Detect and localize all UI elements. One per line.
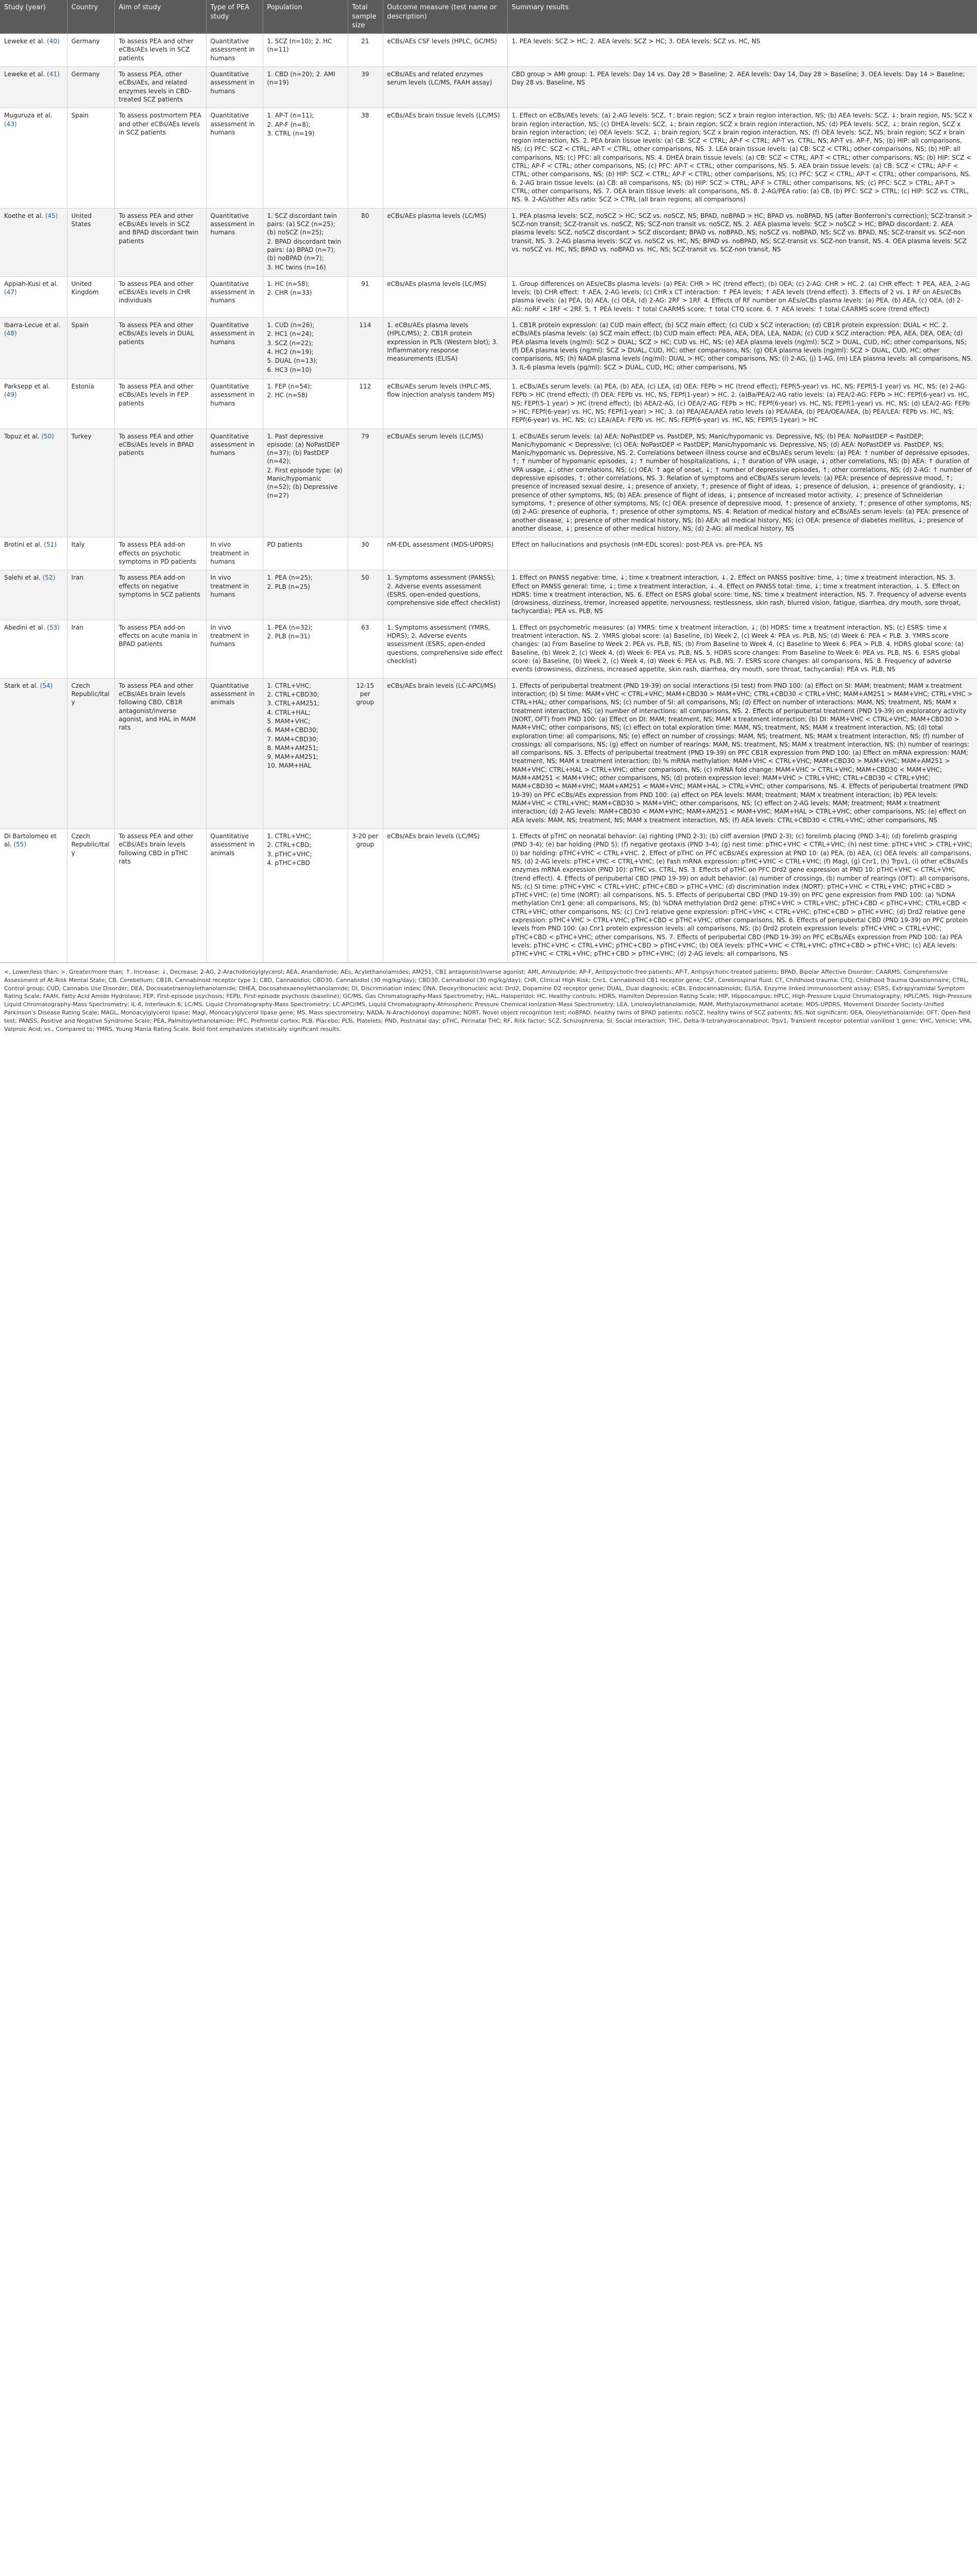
- population-group: 2. HC (n=58): [267, 392, 308, 399]
- cell-population: [263, 276, 348, 317]
- study-reference-link[interactable]: (51): [44, 541, 57, 549]
- header-country: Country: [67, 0, 114, 34]
- cell-summary: 1. Effects of pTHC on neonatal behavior: (a) righting (PND 2-3); (b) cliff aversion (PND 2-3); (c) forelimb placing (PND 3-4); (d) forelimb grasping (PND 3-4); (e) bar holding (PND 5); (f) negative geotaxis (PND 3-4); (g) nest time: pTHC+VHC < CTRL+VHC; (h) nest time: pTHC+VHC > CTRL+VHC; (i) bar holding: pTHC+VHC < CTRL+VHC. 2. Effect of pTHC on PFC eCBs/AEs expression at PND 10: (a) PEA, (b) AEA, (c) OEA levels: all comparisons, NS; (d) 2-AG levels: pTHC+VHC < CTRL+VHC; (e) Fash mRNA expression: pTHC+VHC < CTRL+VHC; (f) Magl, (g) Cnr1, (h) Trpv1, (i) other eCBs/AEs enzymes mRNA expression (PND 10): pTHC vs. CTRL, NS. 3. Effects of pTHC on PFC Drd2 gene expression at PND 10: pTHC+VHC < CTRL+VHC (trend effect). 4. Effects of peripubertal CBD (PND 19-39) on adult behavior: (a) number of crossings, (b) number of rearings (OFT): all comparisons, NS; (c) SI time: pTHC+VHC < CTRL+VHC; pTHC+CBD > pTHC+VHC; (d) discrimination index (NORT): pTHC+VHC < CTRL+VHC; pTHC+CBD > pTHC+VHC; (e) time (NORT): all comparisons, NS. 5. Effects of peripubertal CBD (PND 19-39) on PFC gene expression from PND 100: (a) %DNA methylation Cnr1 gene: all comparisons, NS; (b) %DNA methylation Drd2 gene: pTHC+VHC > CTRL+VHC; pTHC+CBD < pTHC+VHC; CTRL+CBD < CTRL+VHC; other comparisons, NS; (c) Cnr1 relative gene expression: pTHC+VHC < CTRL+VHC; pTHC+CBD > pTHC+VHC; (d) Drd2 relative gene expression: pTHC+VHC > CTRL+VHC; pTHC+CBD < pTHC+VHC; other comparisons, NS. 6. Effects of peripubertal CBD (PND 19-39) on PFC protein levels from PND 100: (a) Cnr1 protein expression levels: all comparisons, NS; (b) Drd2 protein expression levels: pTHC+VHC > CTRL+VHC; pTHC+CBD < pTHC+VHC; other comparisons, NS. 7. Effects of peripubertal CBD (PND 19-39) on PFC eCBs/AEs expression from PND 100: (a) PEA levels: pTHC+VHC < CTRL+VHC; pTHC+CBD > pTHC+VHC; (b) OEA levels: pTHC+VHC < CTRL+VHC; pTHC+CBD > pTHC+VHC; (c) AEA levels: pTHC+VHC < CTRL+VHC; pTHC+CBD > pTHC+VHC; (d) 2-AG levels: all comparisons, NS: [507, 828, 977, 962]
- study-name: Salehi et al.: [4, 574, 41, 582]
- cell-population: [263, 620, 348, 678]
- cell-study: [0, 208, 67, 276]
- cell-type: In vivo treatment in humans: [206, 570, 263, 620]
- study-name: Muguruza et al.: [4, 112, 53, 120]
- study-reference-link[interactable]: (45): [45, 212, 58, 219]
- cell-study: [0, 570, 67, 620]
- cell-population: [263, 379, 348, 429]
- cell-aim: To assess PEA and other eCBs/AEs brain levels following CBD in pTHC rats: [114, 828, 206, 962]
- study-name: Topuz et al.: [4, 432, 40, 440]
- cell-sample-size: 80: [348, 208, 383, 276]
- cell-country: United States: [67, 208, 114, 276]
- cell-country: United Kingdom: [67, 276, 114, 317]
- cell-outcome: eCBs/AEs plasma levels (LC/MS): [383, 276, 507, 317]
- cell-type: In vivo treatment in humans: [206, 620, 263, 678]
- studies-table: [0, 0, 977, 1039]
- cell-aim: To assess PEA and other eCBs/AEs levels in BPAD patients: [114, 429, 206, 537]
- cell-country: Czech Republic/Italy: [67, 828, 114, 962]
- population-group: 2. AP-F (n=8);: [267, 121, 311, 128]
- cell-outcome: eCBs/AEs serum levels (HPLC-MS, flow injection analysis tandem MS): [383, 379, 507, 429]
- cell-summary: 1. eCBs/AEs serum levels: (a) PEA, (b) AEA, (c) LEA, (d) OEA: FEPb > HC (trend effect); FEPf(5-year) vs. HC, NS; FEPf(5-1 year) vs. HC, NS; (e) 2-AG: FEPb > HC (trend effect); (f) DEA: FEPb vs. HC, NS; FEPf(1-year) > HC. 2. (a)Ba/PEA/2-AG ratio levels: (a) PEA/2-AG: FEPb > HC; FEPf(6-year) vs. HC, NS; FEPf(5-1 year) > HC (trend effect); (b) AEA/2-AG, (c) OEA/2-AG: FEPb > HC; FEPf(6-year) vs. HC, NS; FEPf(1-year) vs. HC, NS; (d) LEA/2-AG: FEPb > HC; FEPf(6-year) vs. HC, NS; FEPf(1-year) > HC; 3. (a) PEA/AEA/AEA ratio levels (a) PEA/AEA, (b) PEA/OEA/AEA, (b) PEA/LEA: FEPb vs. HC, NS; FEPf(6-year) vs. HC, NS; (c) LEA/AEA: FEPb vs. HC, NS; FEPf(6-year) vs. HC, NS; FEPf(5-1year) > HC: [507, 379, 977, 429]
- cell-type: Quantitative assessment in humans: [206, 318, 263, 379]
- cell-sample-size: 21: [348, 34, 383, 67]
- study-reference-link[interactable]: (47): [4, 289, 17, 296]
- header-summary: Summary results: [507, 0, 977, 34]
- cell-type: Quantitative assessment in humans: [206, 429, 263, 537]
- cell-summary: 1. Effect on PANSS negative: time, ↓; time x treatment interaction, ↓. 2. Effect on PANSS positive: time, ↓; time x treatment interaction, NS. 3. Effect on PANSS general: time, ↓; time x treatment interaction, ↓. 4. Effect on PANSS total: time, ↓; time x treatment interaction, ↓. 5. Effect on HDRS: time x treatment interaction, NS. 6. Effect on ESRS global score: time, NS; time x treatment interaction, NS. 7. Frequency of adverse events (drowsiness, dizziness, tremor, increased appetite, nervousness, restlessness, skin rash, blurred vision, fatigue, diarrhea, dry mouth, sore throat, tachycardia): PEA vs. PLB, NS: [507, 570, 977, 620]
- population-group: 3. CTRL (n=19): [267, 129, 315, 137]
- study-name: Di Bartolomeo et al.: [4, 832, 57, 849]
- population-group: 4. pTHC+CBD: [267, 859, 311, 867]
- population-group: 8. MAM+AM251;: [267, 744, 319, 752]
- cell-country: Iran: [67, 570, 114, 620]
- population-group: 9. MAM+AM251;: [267, 753, 319, 761]
- cell-summary: 1. CB1R protein expression: (a) CUD main effect; (b) SCZ main effect; (c) CUD x SCZ interaction; (d) CB1R protein expression: DUAL < HC. 2. eCBs/AEs plasma levels: (a) SCZ main effect; (b) CUD main effect: PEA, AEA, DEA, LEA, NADA; (c) CUD x SCZ interaction: PEA, AEA, DEA, OEA; (d) PEA plasma levels (ng/ml): SCZ > DUAL; SCZ > HC; CUD vs. HC, NS; (e) AEA plasma levels (ng/ml): SCZ > DUAL, CUD, HC; other comparisons, NS; (f) DEA plasma levels (ng/ml): SCZ > DUAL, CUD, HC; other comparisons, NS; (g) OEA plasma levels (ng/ml): SCZ > DUAL, CUD, HC; other comparisons, NS; (h) NADA plasma levels (ng/ml): DUAL > HC; other comparisons, NS; (i) 2-AG, (j) 1-AG, (m) LEA plasma levels: all comparisons, NS. 3. IL-6 plasma levels (pg/ml): SCZ > DUAL, CUD, HC; other comparisons, NS: [507, 318, 977, 379]
- study-name: Parksepp et al.: [4, 382, 50, 390]
- population-group: 1. AP-T (n=11);: [267, 112, 314, 120]
- cell-country: Iran: [67, 620, 114, 678]
- study-reference-link[interactable]: (48): [4, 330, 17, 337]
- header-outcome: Outcome measure (test name or description): [383, 0, 507, 34]
- cell-country: Germany: [67, 66, 114, 108]
- cell-population: [263, 66, 348, 108]
- study-reference-link[interactable]: (50): [41, 432, 54, 440]
- cell-type: Quantitative assessment in animals: [206, 678, 263, 828]
- population-group: 2. HC1 (n=24);: [267, 330, 314, 338]
- cell-sample-size: 12-15 per group: [348, 678, 383, 828]
- population-group: 6. MAM+CBD30;: [267, 726, 318, 734]
- cell-study: [0, 318, 67, 379]
- cell-summary: 1. PEA levels: SCZ > HC; 2. AEA levels: SCZ > HC; 3. OEA levels: SCZ vs. HC, NS: [507, 34, 977, 67]
- cell-study: [0, 108, 67, 208]
- cell-aim: To assess PEA and other eCBs/AEs levels in SCZ patients: [114, 34, 206, 67]
- cell-summary: 1. Effect on eCBs/AEs levels: (a) 2-AG levels: SCZ, ↑; brain region; SCZ x brain region interaction, NS; (b) AEA levels: SCZ, ↓; brain region, NS; SCZ x brain region interaction, NS; (c) DHEA levels: SCZ, ↓; brain region; SCZ x brain region interaction, NS; (d) PEA levels: SCZ, ↓; brain region, SCZ x brain region interaction; (e) OEA levels: SCZ, ↓; brain region; SCZ x brain region interaction, NS; (f) OEA levels: SCZ, NS; brain region; SCZ x brain region interaction, NS. 2. PEA brain tissue levels: (a) CB: SCZ < CTRL; AP-F < CTRL; AP-T vs. CTRL, NS; AP-T vs. AP-F, NS; (b) HIP: all comparisons, NS; (c) PFC: SCZ < CTRL; AP-T < CTRL; other comparisons, NS. 3. LEA brain tissue levels: (a) CB: SCZ < CTRL; other comparisons, NS; (b) HIP: all comparisons, NS; (c) PFC: all comparisons, NS. 4. DHEA brain tissue levels: (a) CB: SCZ < CTRL; AP-T < CTRL; other comparisons, NS; (b) HIP: SCZ < CTRL; AP-F < CTRL; other comparisons, NS; (c) PFC: AP-T < CTRL; other comparisons, NS. 5. AEA brain tissue levels: (a) CB: SCZ < CTRL; AP-F < CTRL; other comparisons, NS; (b) HIP: SCZ < CTRL; AP-F < CTRL; other comparisons, NS; (c) PFC: SCZ < CTRL; AP-T < CTRL; other comparisons, NS. 6. 2-AG brain tissue levels: (a) CB: all comparisons, NS; (b) HIP: SCZ > CTRL; AP-F > CTRL; other comparisons, NS; (c) PFC: SCZ > CTRL; AP-T > CTRL; other comparisons, NS. 7. OEA brain tissue levels: all comparisons, NS. 8. 2-AG/PEA ratio: (a) CB, (b) PFC: SCZ > CTRL; (c) HIP: SCZ vs. CTRL, NS. 9. 2-AG/other AEs ratio: SCZ > CTRL (all brain regions; all comparisons): [507, 108, 977, 208]
- cell-type: Quantitative assessment in humans: [206, 208, 263, 276]
- population-group: 2. CHR (n=33): [267, 289, 312, 297]
- study-name: Abedini et al.: [4, 623, 45, 631]
- cell-type: Quantitative assessment in humans: [206, 66, 263, 108]
- population-group: 1. SCZ (n=10); 2. HC (n=11): [267, 38, 332, 54]
- study-reference-link[interactable]: (40): [47, 38, 60, 45]
- cell-sample-size: 39: [348, 66, 383, 108]
- population-group: 4. HC2 (n=19);: [267, 348, 314, 356]
- cell-type: In vivo treatment in humans: [206, 537, 263, 570]
- population-group: 6. HC3 (n=10): [267, 366, 312, 374]
- cell-population: [263, 828, 348, 962]
- study-reference-link[interactable]: (55): [13, 841, 26, 849]
- cell-outcome: 1. Symptoms assessment (YMRS, HDRS); 2. Adverse events assessment (ESRS, open-ended questions, comprehensive side effect checklist): [383, 620, 507, 678]
- population-group: 3. HC twins (n=16): [267, 263, 326, 271]
- cell-population: [263, 429, 348, 537]
- population-group: 10. MAM+HAL: [267, 762, 312, 770]
- cell-population: [263, 208, 348, 276]
- cell-type: Quantitative assessment in humans: [206, 379, 263, 429]
- study-name: Leweke et al.: [4, 70, 45, 78]
- cell-sample-size: 50: [348, 570, 383, 620]
- cell-outcome: nM-EDL assessment (MDS-UPDRS): [383, 537, 507, 570]
- table-footnote: <, Lower/less than; >, Greater/more than; ↑, Increase; ↓, Decrease; 2-AG, 2-Arachidonoylglycerol; AEA, Anandamide; AEs, Acylethanolamides; AM251, CB1 antagonist/inverse agonist; AMI, Amisulpride; AP-F, Antipsychotic-free patients; AP-T, Antipsychotic-treated patients; BPAD, Bipolar Affective Disorder; CAARMS, Comprehensive Assessment of At-Risk Mental State; CB, Cerebellum; CB1R, Cannabinoid receptor type 1; CBD, Cannabidiol; CBD30, Cannabidiol (30 mg/kg/day); CBD30, Cannabidiol (30 mg/kg/day); CHR, Clinical High Risk; Cnr1, Cannabinoid CB1 receptor gene; CSF, Cerebrospinal fluid; CT, Childhood trauma; CTQ, Childhood Trauma Questionnaire; CTRL, Control group; CUD, Cannabis Use Disorder; DEA, Docosatetraenoylethanolamide; DHEA, Docosahexaenoylethanolamide; DI, Discrimination index; DNA, Deoxyribonucleic acid; Drd2, Dopamine D2 receptor gene; DUAL, Dual diagnosis; eCBs, Endocannabinoids; ELISA, Enzyme linked immunosorbent assay; ESRS, Extrapyramidal Symptom Rating Scale; FAAH, Fatty Acid Amide Hydrolase; FEP, First-episode psychosis; FEPb, First-episode psychosis (baseline); GC/MS, Gas Chromatography-Mass Spectrometry; HAL, Haloperidol; HC, Healthy controls; HDRS, Hamilton Depression Rating Scale; HIP, Hippocampus; HPLC, High-Pressure Liquid Chromatography; HPLC/MS, High-Pressure Liquid Chromatography-Mass Spectrometry; IL-6, Interleukin 6; LC/MS, Liquid Chromatography-Mass Spectrometry; LC-APCI/MS, Liquid Chromatography-Atmospheric Pressure Chemical Ionization-Mass Spectrometry; LEA, Linoleoylethanolamide; MAM, Methylazoxymethanol acetate; MDS-UPDRS, Movement Disorder Society-Unified Parkinson's Disease Rating Scale; MAGL, Monoacylglycerol lipase; Magl, Monoacylglycerol lipase gene; MS, Mass spectrometry; NADA, N-Arachidonoyl dopamine; NORT, Novel object recognition test; noBPAD, healthy twins of BPAD patients; noSCZ, healthy twins of SCZ patients; NS, Not significant; OEA, Oleoylethanolamide; OFT, Open-field test; PANSS, Positive and Negative Syndrome Scale; PEA, Palmitoylethanolamide; PFC, Prefrontal cortex; PLB, Placebo; PLTs, Platelets; PND, Postnatal day; pTHC, Perinatal THC; RF, Risk factor; SCZ, Schizophrenia; SI, Social interaction; THC, Delta-9-tetrahydrocannabinol; Trpv1, Transient receptor potential vanilloid 1 gene; VHC, Vehicle; VPA, Valproic Acid; vs., Compared to; YMRS, Young Mania Rating Scale. Bold font emphasizes statistically significant results.: [0, 962, 977, 1039]
- cell-population: [263, 34, 348, 67]
- population-group: 1. PEA (n=25);: [267, 574, 313, 582]
- table-row: [0, 828, 977, 962]
- population-group: 5. DUAL (n=13);: [267, 357, 318, 365]
- population-group: 3. SCZ (n=22);: [267, 339, 314, 347]
- table-header-row: [0, 0, 977, 34]
- cell-aim: To assess postmortem PEA and other eCBs/AEs levels in SCZ patients: [114, 108, 206, 208]
- cell-outcome: 1. Symptoms assessment (PANSS); 2. Adverse events assessment (ESRS, open-ended questions, comprehensive side effect checklist): [383, 570, 507, 620]
- cell-aim: To assess PEA, other eCBs/AEs, and related enzymes levels in CBD-treated SCZ patients: [114, 66, 206, 108]
- cell-sample-size: 38: [348, 108, 383, 208]
- population-group: 3. CTRL+AM251;: [267, 700, 320, 707]
- cell-aim: To assess PEA add-on effects on acute mania in BPAD patients: [114, 620, 206, 678]
- header-study: Study (year): [0, 0, 67, 34]
- cell-study: [0, 276, 67, 317]
- table-row: [0, 66, 977, 108]
- study-name: Leweke et al.: [4, 38, 45, 45]
- table-body: [0, 34, 977, 963]
- cell-country: Estonia: [67, 379, 114, 429]
- population-group: 2. BPAD discordant twin pairs: (a) BPAD (n=7); (b) noBPAD (n=7);: [267, 238, 341, 262]
- cell-type: Quantitative assessment in humans: [206, 108, 263, 208]
- population-group: 7. MAM+CBD30;: [267, 735, 318, 743]
- population-group: 1. CTRL+VHC;: [267, 832, 312, 840]
- cell-population: [263, 108, 348, 208]
- header-population: Population: [263, 0, 348, 34]
- cell-aim: To assess PEA and other eCBs/AEs levels in CHR individuals: [114, 276, 206, 317]
- population-group: 1. HC (n=58);: [267, 280, 310, 287]
- cell-outcome: eCBs/AEs plasma levels (LC/MS): [383, 208, 507, 276]
- population-group: 1. CTRL+VHC;: [267, 682, 312, 689]
- cell-sample-size: 91: [348, 276, 383, 317]
- cell-sample-size: 114: [348, 318, 383, 379]
- population-group: 2. CTRL+CBD30;: [267, 690, 319, 698]
- population-group: PD patients: [267, 541, 303, 549]
- cell-outcome: eCBs/AEs serum levels (LC/MS): [383, 429, 507, 537]
- table-row: [0, 276, 977, 317]
- population-group: 1. CBD (n=20); 2. AMI (n=19): [267, 70, 335, 87]
- cell-study: [0, 620, 67, 678]
- population-group: 1. CUD (n=26);: [267, 321, 315, 329]
- table-row: [0, 34, 977, 67]
- cell-outcome: eCBs/AEs CSF levels (HPLC, GC/MS): [383, 34, 507, 67]
- cell-sample-size: 30: [348, 537, 383, 570]
- cell-aim: To assess PEA and other eCBs/AEs brain levels following CBD, CB1R antagonist/inverse agonist, and HAL in MAM rats: [114, 678, 206, 828]
- cell-study: [0, 828, 67, 962]
- table-row: [0, 570, 977, 620]
- cell-study: [0, 678, 67, 828]
- population-group: 3. pTHC+VHC;: [267, 850, 312, 858]
- cell-sample-size: 112: [348, 379, 383, 429]
- cell-aim: To assess PEA add-on effects on psychotic symptoms in PD patients: [114, 537, 206, 570]
- population-group: 2. PLB (n=25): [267, 583, 311, 590]
- study-reference-link[interactable]: (49): [4, 391, 17, 399]
- cell-study: [0, 429, 67, 537]
- cell-study: [0, 537, 67, 570]
- table-row: [0, 108, 977, 208]
- study-name: Ibarra-Lecue et al.: [4, 321, 61, 329]
- table-row: [0, 620, 977, 678]
- population-group: 1. PEA (n=32);: [267, 623, 313, 631]
- cell-aim: To assess PEA and other eCBs/AEs levels in FEP patients: [114, 379, 206, 429]
- population-group: 1. Past depressive episode: (a) NoPastDEP (n=37); (b) PastDEP (n=42);: [267, 432, 340, 465]
- population-group: 1. FEP (n=54);: [267, 382, 312, 390]
- cell-type: Quantitative assessment in humans: [206, 34, 263, 67]
- cell-population: [263, 537, 348, 570]
- cell-outcome: eCBs/AEs brain levels (LC/MS): [383, 828, 507, 962]
- cell-summary: 1. eCBs/AEs serum levels: (a) AEA: NoPastDEP vs. PastDEP, NS; Manic/hypomanic vs. Depressive, NS; (b) PEA: NoPastDEP < PastDEP; Manic/hypomanic < Depressive; (c) OEA: NoPastDEP < PastDEP; Manic/hypomanic vs. Depressive, NS; (d) AEA: NoPastDEP vs. PastDEP, NS; Manic/hypomanic vs. Depressive, NS. 2. Correlations between illness course and eCBs/AEs serum levels: (a) PEA: ↑ number of depressive episodes, ↑; ↑ number of hypomanic episodes, ↓; ↑ number of hospitalizations, ↓; ↑ duration of VPA usage, ↓; other correlations, NS; (b) AEA: ↑ duration of VPA usage, ↓; other correlations, NS; (c) OEA: ↑ age of onset, ↓; ↑ number of depressive episodes, ↑; other correlations, NS; (d) 2-AG: ↑ number of depressive episodes, ↑; other correlations, NS. 3. Relation of symptoms and eCBs/AEs serum levels: (a) PEA: presence of depressive mood, ↑; presence of increased sexual desire, ↓; presence of anxiety, ↑; presence of flight of ideas, ↓; presence of delusion, ↓; presence of grandiosity, ↓; presence of other symptoms, NS; (b) AEA: presence of flight of ideas, ↓; presence of increased motor activity, ↓; presence of Schneiderian symptoms, ↑; presence of other symptoms, NS; (c) OEA: presence of depressive mood, ↑; presence of anxiety, ↑; presence of other symptoms, NS; (d) 2-AG: presence of euphoria, ↑; presence of other symptoms, NS. 4. Relation of medical history and eCBs/AEs serum levels: (a) PEA: presence of another disease, ↓; presence of other medical history, NS; (b) AEA: all medical history, NS; (c) OEA: presence of diabetes mellitus, ↓; presence of another disease, ↓; presence of other medical history, NS; (d) 2-AG: all medical history, NS: [507, 429, 977, 537]
- header-aim: Aim of study: [114, 0, 206, 34]
- cell-study: [0, 66, 67, 108]
- cell-sample-size: 63: [348, 620, 383, 678]
- study-reference-link[interactable]: (52): [42, 574, 56, 582]
- population-group: 5. MAM+VHC;: [267, 717, 311, 725]
- table-row: [0, 379, 977, 429]
- header-sample-size: Total sample size: [348, 0, 383, 34]
- cell-summary: 1. Group differences on AEs/eCBs plasma levels: (a) PEA: CHR > HC (trend effect); (b) OEA; (c) 2-AG: CHR > HC. 2. (a) CHR effect: ↑ PEA, AEA, 2-AG levels; (b) CHR effect: ↑ AEA, 2-AG levels; (c) CHR x CT interaction: ↑ PEA levels; ↑ AEA levels (trend effect). 3. Effects of 2 vs. 1 RF on AEs/eCBs plasma levels: (a) PEA, (b) AEA, (c) OEA, (d) 2-AG: 2RF > 1RF. 4. Effects of RF number on AEs/eCBs plasma levels: (a) PEA, (b) AEA, (c) OEA, (d) 2-AG: noRF < 1RF < 2RF. 5. ↑ PEA levels: ↑ total CAARMS score; ↑ total CTQ score. 6. ↑ AEA levels: ↑ total CAARMS score (trend effect): [507, 276, 977, 317]
- cell-country: Czech Republic/Italy: [67, 678, 114, 828]
- cell-country: Spain: [67, 318, 114, 379]
- table-row: [0, 429, 977, 537]
- cell-aim: To assess PEA and other eCBs/AEs levels in DUAL patients: [114, 318, 206, 379]
- cell-summary: CBD group > AMI group: 1. PEA levels: Day 14 vs. Day 28 > Baseline; 2. AEA levels: Day 14, Day 28 > Baseline; 3. OEA levels: Day 14 > Baseline; Day 28 vs. Baseline, NS: [507, 66, 977, 108]
- cell-country: Germany: [67, 34, 114, 67]
- table-row: [0, 678, 977, 828]
- cell-outcome: eCBs/AEs brain tissue levels (LC/MS): [383, 108, 507, 208]
- cell-country: Spain: [67, 108, 114, 208]
- cell-population: [263, 318, 348, 379]
- cell-outcome: eCBs/AEs brain levels (LC-APCI/MS): [383, 678, 507, 828]
- population-group: 1. SCZ discordant twin pairs: (a) SCZ (n=25); (b) noSCZ (n=25);: [267, 212, 337, 236]
- population-group: 2. CTRL+CBD;: [267, 841, 312, 849]
- study-name: Appiah-Kusi et al.: [4, 280, 58, 287]
- study-reference-link[interactable]: (53): [47, 623, 60, 631]
- study-reference-link[interactable]: (54): [40, 682, 53, 689]
- cell-summary: 1. Effects of peripubertal treatment (PND 19-39) on social interactions (SI test) from PND 100: (a) Effect on SI: MAM; treatment; MAM x treatment interaction; (b) SI time: MAM+VHC < CTRL+VHC; MAM+CBD30 > MAM+VHC; CTRL+CBD30 < CTRL+VHC; MAM+AM251 > MAM+VHC; CTRL+VHC > CTRL+HAL; other comparisons, NS; (c) number of SI: all comparisons, NS; (d) Effect on number of interactions: MAM, NS; treatment, NS; MAM x treatment interaction, NS; (e) number of interactions: all comparisons, NS. 2. Effects of peripubertal treatment (PND 19-39) on exploratory activity (NORT, OFT) from PND 100: (a) Effect on DI: MAM; treatment, NS; MAM x treatment interaction; (b) DI: MAM+VHC < CTRL+VHC; MAM+CBD30 > MAM+VHC; other comparisons, NS; (c) effect on total exploration time: MAM, NS; treatment, NS; MAM x treatment interaction, NS; (d) total exploration time: all comparisons, NS; (e) effect on number of crossings: MAM, NS; treatment, NS; MAM x treatment interaction, NS; (f) number of crossings: all comparisons, NS; (g) effect on number of rearings: MAM, NS; treatment, NS; MAM x treatment interaction, NS; (h) number of rearings: all comparisons, NS. 3. Effects of peripubertal treatment (PND 19-39) on PFC CB1R expression from PND 100: (a) Effect on mRNA expression: MAM; treatment, NS; MAM x treatment interaction; (b) % mRNA methylation: MAM+VHC < CTRL+VHC; MAM+CBD30 > MAM+VHC; MAM+AM251 > MAM+VHC; CTRL+HAL > CTRL+VHC; other comparisons, NS; (c) mRNA fold change: MAM+VHC > CTRL+VHC; MAM+CBD30 < MAM+VHC; MAM+AM251 < MAM+VHC; other comparisons, NS; (d) protein expression level: MAM+VHC > CTRL+VHC; CTRL+CBD30 < CTRL+VHC; MAM+CBD30 < MAM+VHC; MAM+AM251 < MAM+VHC; MAM+HAL > CTRL+VHC; other comparisons, NS. 4. Effects of peripubertal treatment (PND 19-39) on PFC eCBs/AEs expression from PND 100: (a) effect on PEA levels: MAM; treatment; MAM x treatment interaction; (b) PEA levels: MAM+VHC < CTRL+VHC; MAM+CBD30 > MAM+VHC; other comparisons, NS; (c) effect on 2-AG levels: MAM; treatment; MAM x treatment interaction; (d) 2-AG levels: MAM+CBD30 < MAM+VHC; MAM+AM251 < MAM+VHC; MAM+HAL > CTRL+VHC; other comparisons, NS; (e) effect on AEA levels: MAM, NS; treatment, NS; MAM x treatment interaction, NS; (f) AEA levels: CTRL+CBD30 < CTRL+VHC; other comparisons, NS: [507, 678, 977, 828]
- cell-population: [263, 678, 348, 828]
- cell-outcome: 1. eCBs/AEs plasma levels (HPLC/MS); 2. CB1R protein expression in PLTs (Western blot); 3. Inflammatory response measurements (ELISA): [383, 318, 507, 379]
- cell-summary: Effect on hallucinations and psychosis (nM-EDL scores): post-PEA vs. pre-PEA, NS: [507, 537, 977, 570]
- cell-country: Italy: [67, 537, 114, 570]
- cell-type: Quantitative assessment in animals: [206, 828, 263, 962]
- cell-aim: To assess PEA add-on effects on negative symptoms in SCZ patients: [114, 570, 206, 620]
- study-name: Brotini et al.: [4, 541, 42, 549]
- cell-study: [0, 34, 67, 67]
- cell-population: [263, 570, 348, 620]
- table-row: [0, 208, 977, 276]
- cell-aim: To assess PEA and other eCBs/AEs levels in SCZ and BPAD discordant twin patients: [114, 208, 206, 276]
- study-name: Stark et al.: [4, 682, 38, 689]
- table-row: [0, 537, 977, 570]
- cell-sample-size: 79: [348, 429, 383, 537]
- population-group: 2. First episode type: (a) Manic/hypomanic (n=52); (b) Depressive (n=27): [267, 466, 342, 499]
- cell-type: Quantitative assessment in humans: [206, 276, 263, 317]
- population-group: 2. PLB (n=31): [267, 633, 311, 640]
- study-reference-link[interactable]: (43): [4, 120, 17, 128]
- cell-summary: 1. PEA plasma levels: SCZ, noSCZ > HC; SCZ vs. noSCZ, NS; BPAD, noBPAD > HC; BPAD vs. noBPAD, NS (after Bonferroni's correction); SCZ-transit > SCZ-non transit; SCZ-transit vs. noSCZ, NS; SCZ-non transit vs. noSCZ, NS. 2. AEA plasma levels: SCZ > noSCZ > HC; BPAD discordant: 2. AEA plasma levels: SCZ, noSCZ discordant > SCZ discordant; BPAD vs. noBPAD, NS; noSCZ vs. noBPAD, NS; SCZ vs. BPAD, NS; SCZ-transit vs. SCZ-non transit, NS. 3. 2-AG plasma levels: SCZ vs. noSCZ vs. HC, NS; BPAD vs. noBPAD, NS; SCZ-transit vs. SCZ-non transit, NS. 4. OEA plasma levels: SCZ vs. noSCZ vs. HC, NS; BPAD vs. noBPAD vs. HC, NS; SCZ-transit vs. SCZ-non transit, NS: [507, 208, 977, 276]
- population-group: 4. CTRL+HAL;: [267, 708, 311, 716]
- cell-outcome: eCBs/AEs and related enzymes serum levels (LC/MS, FAAH assay): [383, 66, 507, 108]
- table-row: [0, 318, 977, 379]
- header-type: Type of PEA study: [206, 0, 263, 34]
- study-reference-link[interactable]: (41): [47, 70, 60, 78]
- cell-study: [0, 379, 67, 429]
- cell-country: Turkey: [67, 429, 114, 537]
- cell-summary: 1. Effect on psychometric measures: (a) YMRS: time x treatment interaction, ↓; (b) HDRS: time x treatment interaction, NS; (c) ESRS: time x treatment interaction, NS. 2. YMRS global score: (a) Baseline, (b) Week 2, (c) Week 4: PEA vs. PLB, NS; (d) Week 6: PEA < PLB. 3. YMRS score changes: (a) From Baseline to Week 2: PEA vs. PLB, NS; (b) From Baseline to Week 4, (c) Baseline to Week 6: PEA > PLB. 4. HDRS global score: (a) Baseline, (b) Week 2, (c) Week 4, (d) Week 6: PEA vs. PLB, NS. 5. HDRS score changes: From Baseline to Week 6: PEA vs. PLB, NS. 6. ESRS global score: (a) Baseline, (b) Week 2, (c) Week 4, (d) Week 6: PEA vs. PLB, NS. 7. ESRS score changes: all comparisons, NS. 8. Frequency of adverse events (drowsiness, dizziness, increased appetite, skin rash, diarrhea, dry mouth, sore throat, tachycardia): PEA vs. PLB, NS: [507, 620, 977, 678]
- cell-sample-size: 3-20 per group: [348, 828, 383, 962]
- study-name: Koethe et al.: [4, 212, 43, 219]
